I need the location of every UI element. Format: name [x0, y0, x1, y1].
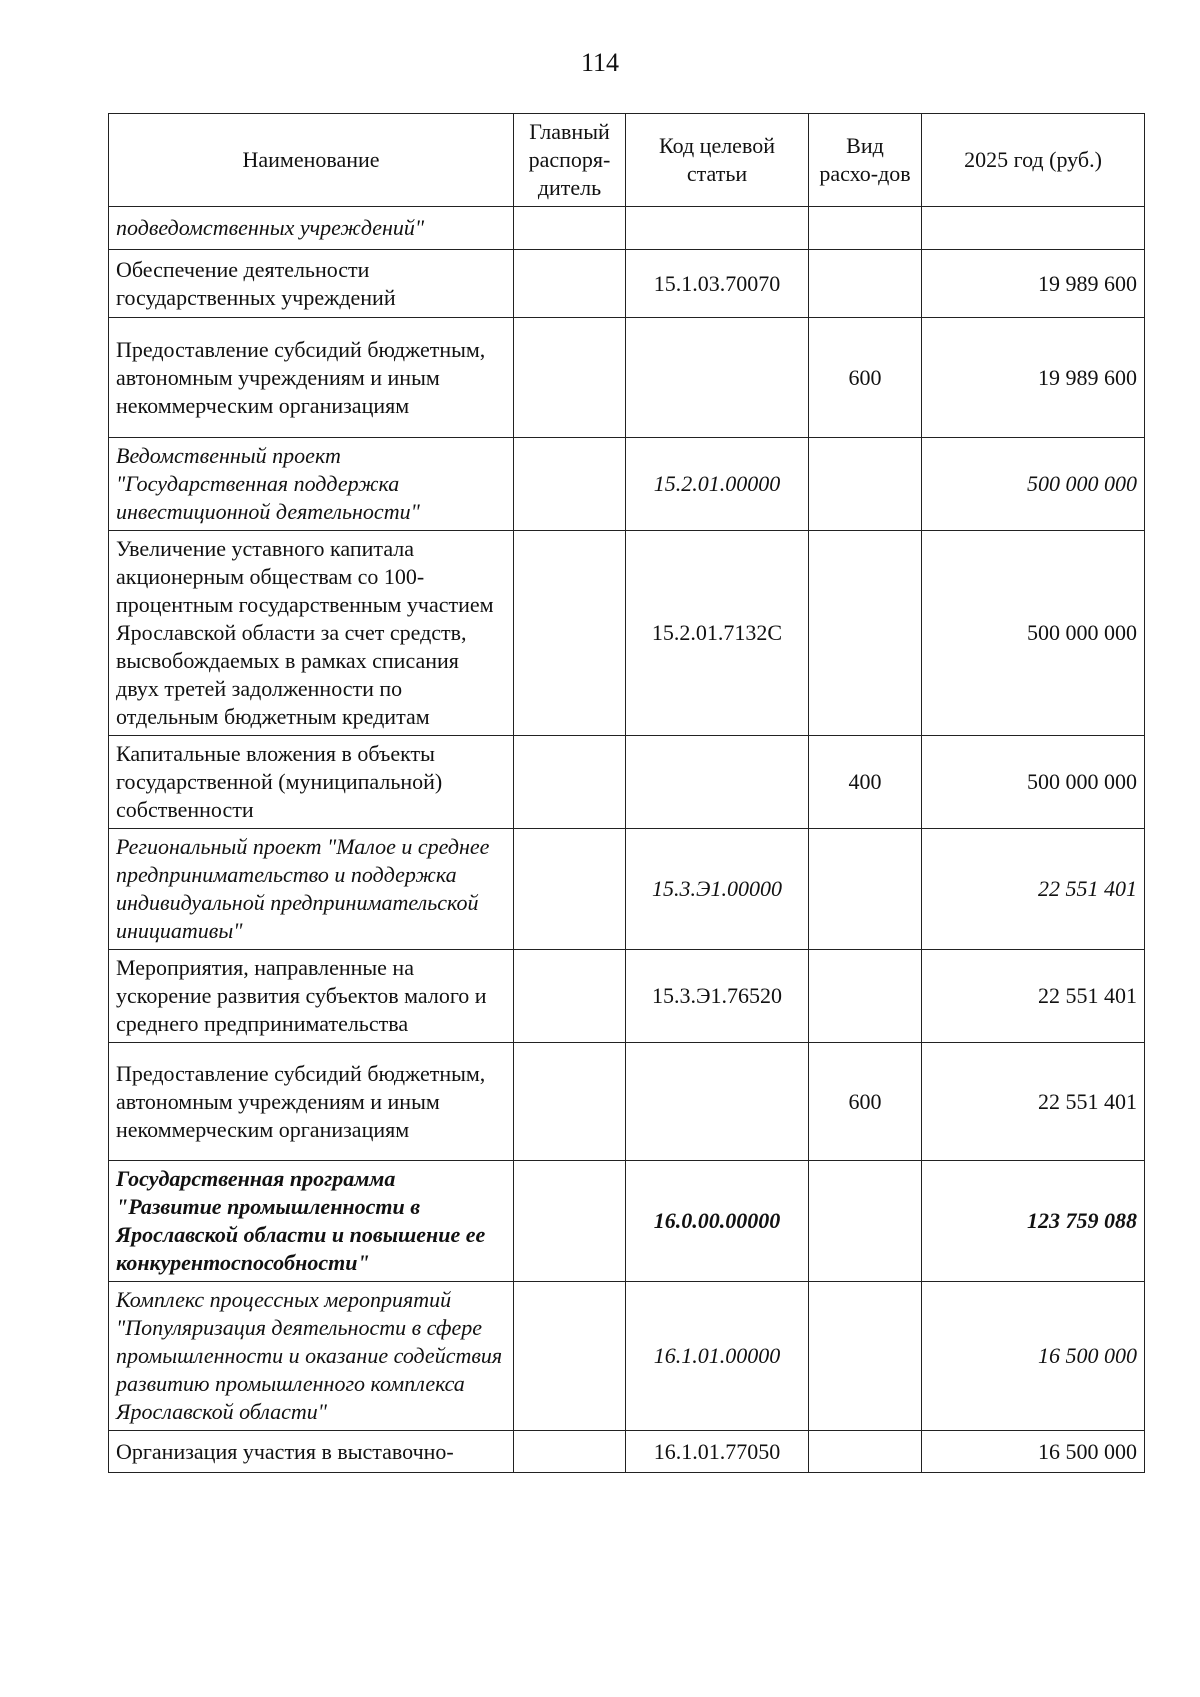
table-row	[109, 531, 1145, 736]
cell-code: 15.2.01.7132С	[626, 531, 809, 736]
cell-type	[809, 1282, 922, 1431]
cell-amount: 500 000 000	[922, 736, 1145, 829]
cell-code	[626, 318, 809, 438]
cell-manager	[514, 1161, 626, 1282]
cell-amount: 16 500 000	[922, 1431, 1145, 1473]
cell-code: 15.1.03.70070	[626, 250, 809, 318]
page-number: 114	[580, 48, 620, 77]
header-manager: Главный распоря-дитель	[514, 114, 626, 207]
cell-code	[626, 736, 809, 829]
cell-amount: 22 551 401	[922, 829, 1145, 950]
cell-type	[809, 438, 922, 531]
cell-name: Организация участия в выставочно-	[109, 1431, 514, 1473]
header-type: Вид расхо-дов	[809, 114, 922, 207]
table-row	[109, 207, 1145, 250]
table-row	[109, 829, 1145, 950]
cell-amount: 19 989 600	[922, 318, 1145, 438]
cell-type: 600	[809, 1043, 922, 1161]
cell-type	[809, 531, 922, 736]
table-row	[109, 736, 1145, 829]
cell-amount: 19 989 600	[922, 250, 1145, 318]
cell-manager	[514, 207, 626, 250]
cell-name: Обеспечение деятельности государственных учреждений	[109, 250, 514, 318]
cell-manager	[514, 1043, 626, 1161]
cell-manager	[514, 950, 626, 1043]
cell-name: Региональный проект "Малое и среднее предпринимательство и поддержка индивидуальной предпринимательской инициативы"	[109, 829, 514, 950]
table-row	[109, 250, 1145, 318]
cell-type: 400	[809, 736, 922, 829]
table-row	[109, 1431, 1145, 1473]
cell-manager	[514, 736, 626, 829]
header-code: Код целевой статьи	[626, 114, 809, 207]
cell-code: 16.1.01.00000	[626, 1282, 809, 1431]
cell-code: 15.2.01.00000	[626, 438, 809, 531]
cell-name: Предоставление субсидий бюджетным, автономным учреждениям и иным некоммерческим организациям	[109, 1043, 514, 1161]
table-header-row	[109, 114, 1145, 207]
cell-amount: 22 551 401	[922, 1043, 1145, 1161]
cell-name: подведомственных учреждений"	[109, 207, 514, 250]
table-row	[109, 1282, 1145, 1431]
cell-amount: 500 000 000	[922, 531, 1145, 736]
cell-name: Государственная программа "Развитие промышленности в Ярославской области и повышение ее конкурентоспособности"	[109, 1161, 514, 1282]
cell-amount: 16 500 000	[922, 1282, 1145, 1431]
cell-type	[809, 829, 922, 950]
header-name: Наименование	[109, 114, 514, 207]
cell-type	[809, 1161, 922, 1282]
cell-manager	[514, 250, 626, 318]
table-row	[109, 318, 1145, 438]
cell-type: 600	[809, 318, 922, 438]
cell-code	[626, 1043, 809, 1161]
cell-manager	[514, 829, 626, 950]
cell-manager	[514, 1282, 626, 1431]
table-row	[109, 438, 1145, 531]
cell-amount: 22 551 401	[922, 950, 1145, 1043]
cell-type	[809, 207, 922, 250]
cell-name: Увеличение уставного капитала акционерным обществам со 100-процентным государственным участием Ярославской области за счет средств, высвобождаемых в рамках списания двух третей задолженности по отдельным бюджетным кредитам	[109, 531, 514, 736]
cell-manager	[514, 438, 626, 531]
cell-code: 16.0.00.00000	[626, 1161, 809, 1282]
cell-code	[626, 207, 809, 250]
table-row	[109, 1043, 1145, 1161]
cell-name: Комплекс процессных мероприятий "Популяризация деятельности в сфере промышленности и оказание содействия развитию промышленного комплекса Ярославской области"	[109, 1282, 514, 1431]
cell-name: Предоставление субсидий бюджетным, автономным учреждениям и иным некоммерческим организациям	[109, 318, 514, 438]
cell-code: 15.3.Э1.76520	[626, 950, 809, 1043]
cell-code: 16.1.01.77050	[626, 1431, 809, 1473]
cell-type	[809, 250, 922, 318]
cell-amount	[922, 207, 1145, 250]
cell-type	[809, 950, 922, 1043]
budget-table	[108, 113, 1145, 1473]
table-row	[109, 950, 1145, 1043]
cell-amount: 123 759 088	[922, 1161, 1145, 1282]
cell-name: Капитальные вложения в объекты государственной (муниципальной) собственности	[109, 736, 514, 829]
cell-type	[809, 1431, 922, 1473]
cell-name: Ведомственный проект "Государственная поддержка инвестиционной деятельности"	[109, 438, 514, 531]
cell-manager	[514, 1431, 626, 1473]
cell-manager	[514, 531, 626, 736]
header-amount: 2025 год (руб.)	[922, 114, 1145, 207]
cell-name: Мероприятия, направленные на ускорение развития субъектов малого и среднего предпринимательства	[109, 950, 514, 1043]
cell-code: 15.3.Э1.00000	[626, 829, 809, 950]
cell-manager	[514, 318, 626, 438]
cell-amount: 500 000 000	[922, 438, 1145, 531]
table-row	[109, 1161, 1145, 1282]
